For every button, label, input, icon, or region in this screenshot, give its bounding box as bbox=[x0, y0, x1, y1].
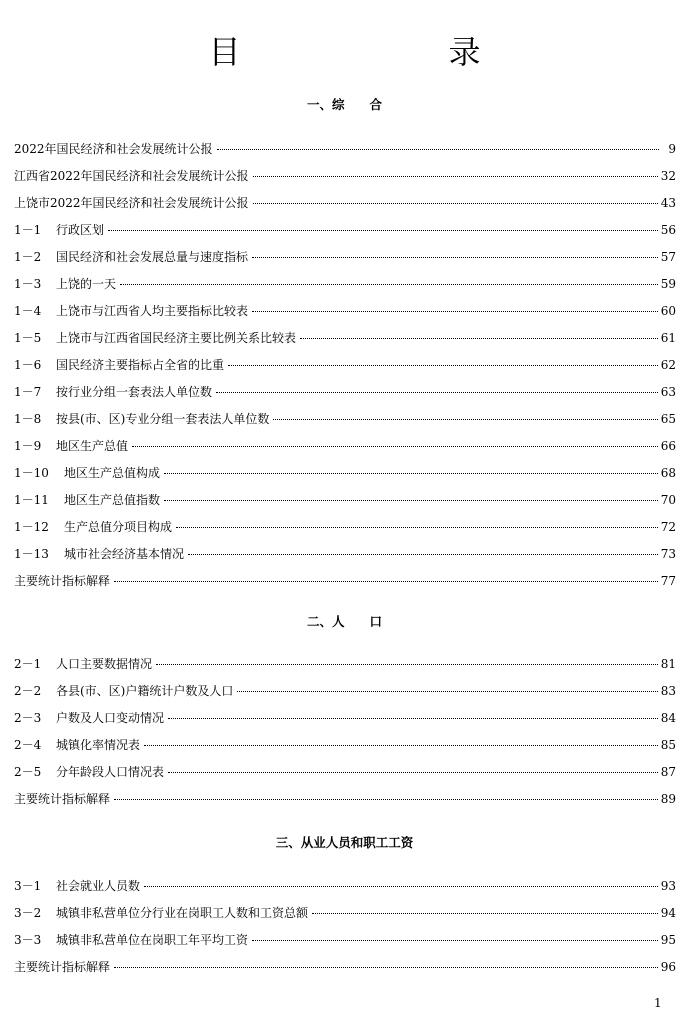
toc-entry[interactable] bbox=[14, 192, 676, 219]
toc-entry[interactable] bbox=[14, 788, 676, 815]
toc-entry-label: 户数及人口变动情况 bbox=[56, 711, 165, 725]
dot-leader bbox=[252, 243, 658, 258]
toc-entry-number: 3－1 bbox=[14, 879, 42, 893]
toc-entry[interactable] bbox=[14, 354, 676, 381]
toc-entry-label: 主要统计指标解释 bbox=[14, 574, 111, 588]
toc-entry[interactable] bbox=[14, 273, 676, 300]
toc-entry-label: 上饶市2022年国民经济和社会发展统计公报 bbox=[14, 196, 249, 210]
toc-entry[interactable] bbox=[14, 327, 676, 354]
dot-leader bbox=[253, 189, 658, 204]
dot-leader bbox=[168, 704, 658, 719]
toc-entry-label: 城市社会经济基本情况 bbox=[64, 547, 185, 561]
toc-entry-label: 行政区划 bbox=[56, 223, 105, 237]
toc-entry-page: 81 bbox=[660, 657, 676, 671]
toc-entry[interactable] bbox=[14, 246, 676, 273]
dot-leader bbox=[237, 677, 657, 692]
toc-entry-label: 国民经济和社会发展总量与速度指标 bbox=[56, 250, 249, 264]
toc-entry[interactable] bbox=[14, 408, 676, 435]
toc-entry-number: 1－3 bbox=[14, 277, 42, 291]
toc-entry-number: 3－2 bbox=[14, 906, 42, 920]
toc-entry-page: 83 bbox=[660, 684, 676, 698]
dot-leader bbox=[228, 351, 658, 366]
toc-entry[interactable] bbox=[14, 680, 676, 707]
toc-entry-page: 9 bbox=[668, 142, 676, 156]
toc-entry-label: 上饶市与江西省人均主要指标比较表 bbox=[56, 304, 249, 318]
toc-entry-label: 国民经济主要指标占全省的比重 bbox=[56, 358, 225, 372]
toc-entry-page: 95 bbox=[660, 933, 676, 947]
toc-entry-page: 89 bbox=[660, 792, 676, 806]
toc-entry-page: 62 bbox=[660, 358, 676, 372]
toc-entry-number: 1－7 bbox=[14, 385, 42, 399]
toc-entry[interactable] bbox=[14, 653, 676, 680]
toc-entry[interactable] bbox=[14, 761, 676, 788]
toc-entry-number: 2－5 bbox=[14, 765, 42, 779]
dot-leader bbox=[176, 513, 658, 528]
dot-leader bbox=[144, 731, 658, 746]
dot-leader bbox=[114, 953, 658, 968]
toc-entry-label: 人口主要数据情况 bbox=[56, 657, 153, 671]
toc-entry-label: 按县(市、区)专业分组一套表法人单位数 bbox=[56, 412, 270, 426]
toc-entry-page: 72 bbox=[660, 520, 676, 534]
dot-leader bbox=[253, 162, 658, 177]
dot-leader bbox=[216, 378, 658, 393]
section-employment bbox=[0, 834, 689, 852]
toc-list-employment bbox=[14, 875, 676, 983]
toc-entry-label: 上饶市与江西省国民经济主要比例关系比较表 bbox=[56, 331, 297, 345]
toc-entry-label: 按行业分组一套表法人单位数 bbox=[56, 385, 213, 399]
toc-entry[interactable] bbox=[14, 570, 676, 597]
dot-leader bbox=[188, 540, 658, 555]
toc-entry-label: 社会就业人员数 bbox=[56, 879, 141, 893]
toc-entry-label: 上饶的一天 bbox=[56, 277, 117, 291]
page-number: 1 bbox=[654, 996, 662, 1010]
toc-entry[interactable] bbox=[14, 902, 676, 929]
toc-entry-page: 57 bbox=[660, 250, 676, 264]
toc-entry[interactable] bbox=[14, 707, 676, 734]
toc-entry[interactable] bbox=[14, 734, 676, 761]
toc-entry-label: 生产总值分项目构成 bbox=[64, 520, 173, 534]
toc-entry-page: 43 bbox=[660, 196, 676, 210]
toc-entry-page: 94 bbox=[660, 906, 676, 920]
toc-entry[interactable] bbox=[14, 489, 676, 516]
toc-entry-page: 85 bbox=[660, 738, 676, 752]
toc-entry-number: 1－6 bbox=[14, 358, 42, 372]
toc-entry-label: 城镇非私营单位分行业在岗职工人数和工资总额 bbox=[56, 906, 309, 920]
toc-entry-page: 66 bbox=[660, 439, 676, 453]
toc-entry-number: 1－1 bbox=[14, 223, 42, 237]
toc-entry-number: 1－2 bbox=[14, 250, 42, 264]
toc-entry-page: 77 bbox=[660, 574, 676, 588]
toc-entry-page: 65 bbox=[660, 412, 676, 426]
toc-entry-number: 1－11 bbox=[14, 493, 49, 507]
toc-entry-page: 32 bbox=[660, 169, 676, 183]
toc-entry-label: 地区生产总值指数 bbox=[64, 493, 161, 507]
toc-entry-number: 1－10 bbox=[14, 466, 49, 480]
toc-entry-page: 61 bbox=[660, 331, 676, 345]
toc-entry-page: 73 bbox=[660, 547, 676, 561]
dot-leader bbox=[273, 405, 657, 420]
toc-entry-number: 2－2 bbox=[14, 684, 42, 698]
dot-leader bbox=[164, 459, 658, 474]
toc-entry-label: 城镇化率情况表 bbox=[56, 738, 141, 752]
dot-leader bbox=[168, 758, 658, 773]
toc-entry-page: 63 bbox=[660, 385, 676, 399]
toc-entry-page: 87 bbox=[660, 765, 676, 779]
dot-leader bbox=[217, 135, 659, 150]
toc-entry-number: 1－9 bbox=[14, 439, 42, 453]
dot-leader bbox=[252, 297, 658, 312]
toc-list-population bbox=[14, 653, 676, 815]
toc-entry-number: 1－5 bbox=[14, 331, 42, 345]
toc-entry-page: 68 bbox=[660, 466, 676, 480]
dot-leader bbox=[114, 785, 658, 800]
section-title: 三、从业人员和职工工资 bbox=[275, 835, 414, 850]
toc-entry-number: 2－4 bbox=[14, 738, 42, 752]
dot-leader bbox=[132, 432, 658, 447]
toc-entry[interactable] bbox=[14, 381, 676, 408]
toc-entry-number: 3－3 bbox=[14, 933, 42, 947]
toc-entry[interactable] bbox=[14, 956, 676, 983]
toc-entry[interactable] bbox=[14, 165, 676, 192]
toc-entry[interactable] bbox=[14, 875, 676, 902]
toc-entry-page: 96 bbox=[660, 960, 676, 974]
section-population bbox=[0, 613, 689, 631]
dot-leader bbox=[164, 486, 658, 501]
toc-entry-label: 地区生产总值 bbox=[56, 439, 129, 453]
toc-entry-label: 江西省2022年国民经济和社会发展统计公报 bbox=[14, 169, 249, 183]
dot-leader bbox=[144, 872, 658, 887]
toc-entry-page: 56 bbox=[660, 223, 676, 237]
section-general bbox=[0, 96, 689, 114]
toc-entry-page: 84 bbox=[660, 711, 676, 725]
dot-leader bbox=[300, 324, 658, 339]
toc-entry-page: 60 bbox=[660, 304, 676, 318]
section-title: 一、综 合 bbox=[306, 97, 382, 112]
dot-leader bbox=[108, 216, 658, 231]
toc-entry[interactable] bbox=[14, 516, 676, 543]
toc-entry-label: 地区生产总值构成 bbox=[64, 466, 161, 480]
dot-leader bbox=[120, 270, 658, 285]
toc-list-general bbox=[14, 138, 676, 597]
toc-entry[interactable] bbox=[14, 929, 676, 956]
dot-leader bbox=[156, 650, 658, 665]
toc-entry-page: 93 bbox=[660, 879, 676, 893]
toc-entry-number: 1－13 bbox=[14, 547, 49, 561]
toc-entry[interactable] bbox=[14, 300, 676, 327]
toc-entry-number: 1－8 bbox=[14, 412, 42, 426]
toc-entry[interactable] bbox=[14, 138, 676, 165]
toc-entry-label: 2022年国民经济和社会发展统计公报 bbox=[14, 142, 213, 156]
toc-entry-page: 70 bbox=[660, 493, 676, 507]
toc-entry-label: 主要统计指标解释 bbox=[14, 960, 111, 974]
toc-entry-number: 1－4 bbox=[14, 304, 42, 318]
toc-entry-label: 分年龄段人口情况表 bbox=[56, 765, 165, 779]
toc-entry-page: 59 bbox=[660, 277, 676, 291]
toc-entry-number: 2－3 bbox=[14, 711, 42, 725]
toc-entry-label: 主要统计指标解释 bbox=[14, 792, 111, 806]
toc-entry-label: 各县(市、区)户籍统计户数及人口 bbox=[56, 684, 234, 698]
toc-entry[interactable] bbox=[14, 219, 676, 246]
page-title: 目 录 bbox=[208, 33, 569, 71]
toc-entry-number: 2－1 bbox=[14, 657, 42, 671]
toc-entry[interactable] bbox=[14, 462, 676, 489]
dot-leader bbox=[312, 899, 658, 914]
toc-entry[interactable] bbox=[14, 435, 676, 462]
toc-entry-label: 城镇非私营单位在岗职工年平均工资 bbox=[56, 933, 249, 947]
dot-leader bbox=[252, 926, 658, 941]
section-title: 二、人 口 bbox=[306, 614, 382, 629]
toc-entry-number: 1－12 bbox=[14, 520, 49, 534]
toc-entry[interactable] bbox=[14, 543, 676, 570]
dot-leader bbox=[114, 567, 658, 582]
